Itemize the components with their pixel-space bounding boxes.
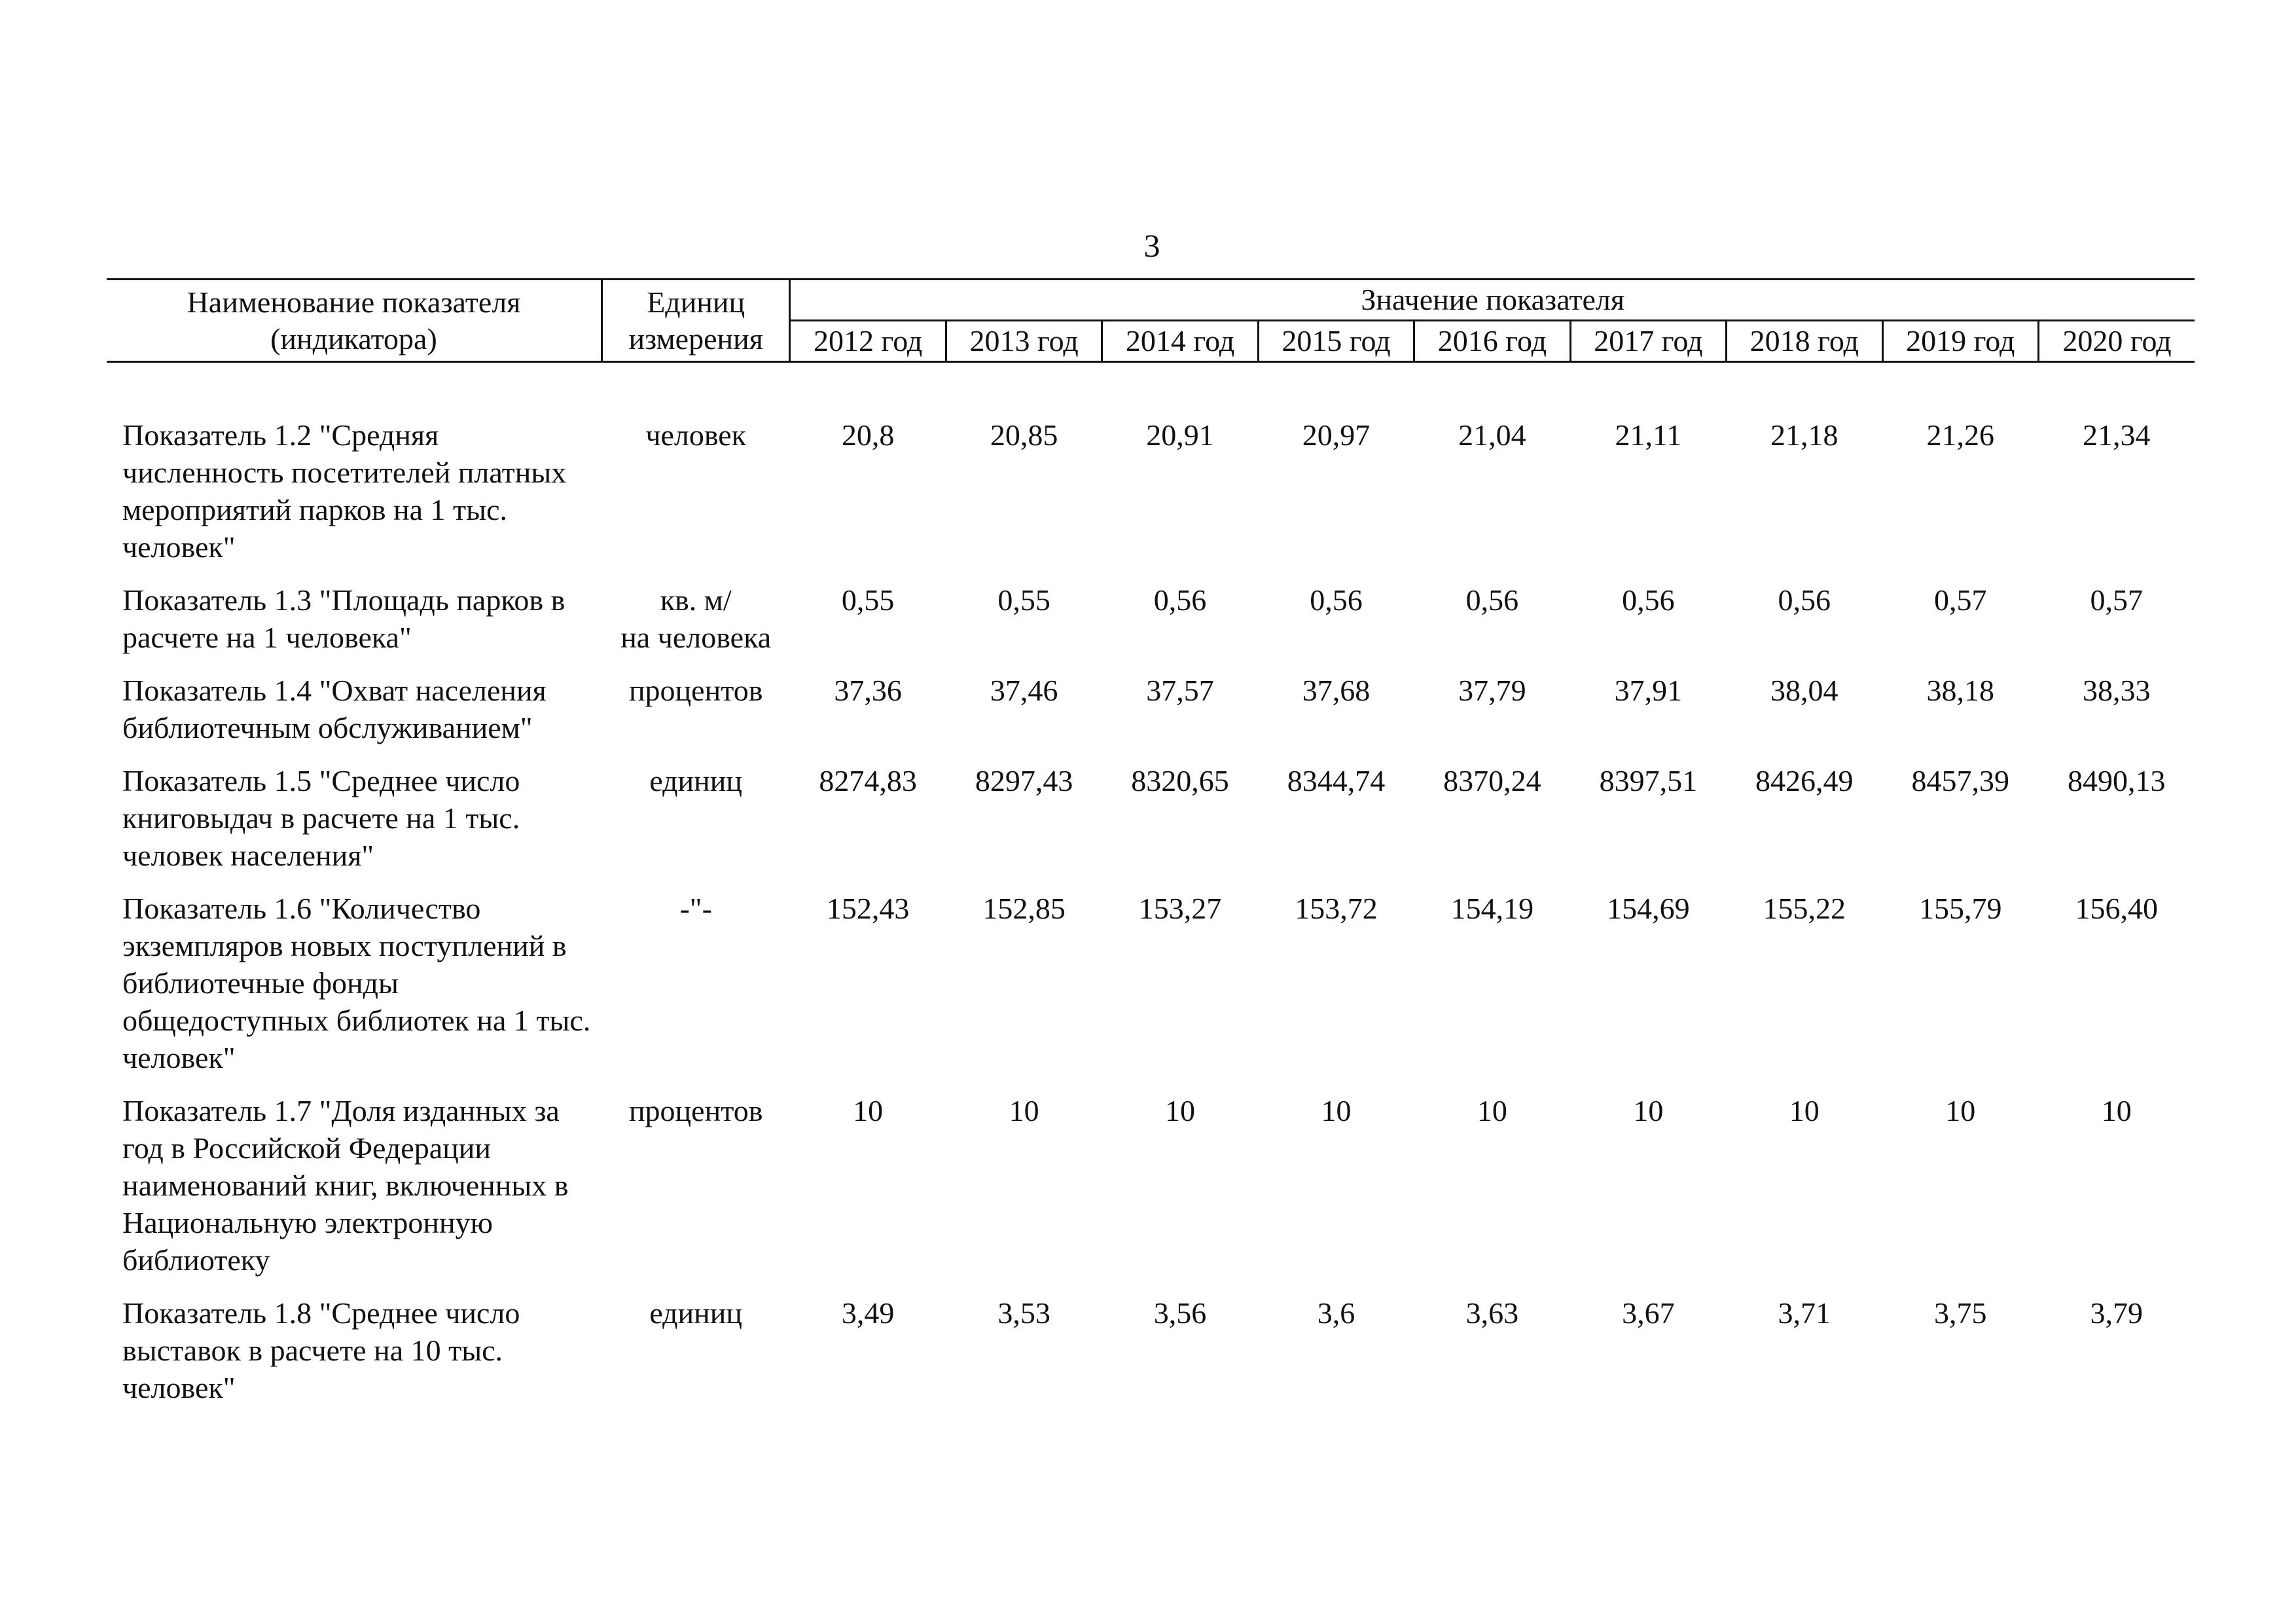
indicator-value: 0,56	[1153, 583, 1207, 617]
header-year: 2020 год	[2038, 321, 2195, 362]
indicator-value: 21,26	[1926, 418, 1994, 452]
indicator-value: 3,67	[1622, 1296, 1675, 1330]
table-row	[107, 672, 2195, 762]
indicator-value: 156,40	[2075, 892, 2158, 925]
indicator-unit: процентов	[628, 674, 763, 707]
indicator-value: 21,11	[1615, 418, 1682, 452]
indicator-value: 152,43	[826, 892, 910, 925]
indicator-value: 21,34	[2082, 418, 2151, 452]
header-year: 2019 год	[1882, 321, 2038, 362]
indicator-value: 3,49	[841, 1296, 895, 1330]
indicator-value: 0,56	[1778, 583, 1831, 617]
table-row	[107, 1092, 2195, 1294]
indicator-unit: кв. м/ на человека	[620, 583, 772, 654]
header-year: 2018 год	[1727, 321, 1882, 362]
indicator-unit: процентов	[628, 1094, 763, 1127]
indicator-unit: -"-	[679, 892, 712, 925]
indicator-value: 154,69	[1607, 892, 1690, 925]
indicator-unit: единиц	[649, 764, 743, 797]
indicator-value: 10	[1633, 1094, 1664, 1127]
indicator-value: 8397,51	[1599, 764, 1698, 797]
indicator-name: Показатель 1.7 "Доля изданных за год в Российской Федерации наименований книг, включенных в Национальную электронную библиотеку	[122, 1094, 569, 1277]
indicator-value: 3,71	[1778, 1296, 1831, 1330]
header-year: 2015 год	[1258, 321, 1414, 362]
indicator-name: Показатель 1.8 "Среднее число выставок в расчете на 10 тыс. человек"	[122, 1296, 520, 1404]
indicator-value: 0,55	[841, 583, 895, 617]
indicator-name: Показатель 1.5 "Среднее число книговыдач в расчете на 1 тыс. человек населения"	[122, 764, 520, 872]
indicator-name: Показатель 1.6 "Количество экземпляров новых поступлений в библиотечные фонды общедоступных библиотек на 1 тыс. человек"	[122, 892, 591, 1074]
table-row	[107, 890, 2195, 1092]
indicators-table	[107, 278, 2195, 1422]
table-row	[107, 581, 2195, 672]
indicator-value: 37,57	[1146, 674, 1214, 707]
indicator-unit: единиц	[649, 1296, 743, 1330]
indicator-value: 37,46	[990, 674, 1058, 707]
indicator-value: 10	[853, 1094, 884, 1127]
indicator-value: 0,55	[997, 583, 1050, 617]
header-year: 2012 год	[790, 321, 946, 362]
indicator-value: 10	[1789, 1094, 1820, 1127]
indicator-name: Показатель 1.3 "Площадь парков в расчете на 1 человека"	[122, 583, 565, 654]
indicator-value: 38,18	[1926, 674, 1994, 707]
table-row	[107, 1294, 2195, 1422]
indicator-value: 8426,49	[1755, 764, 1854, 797]
indicator-value: 10	[1321, 1094, 1352, 1127]
indicator-name: Показатель 1.4 "Охват населения библиотечным обслуживанием"	[122, 674, 547, 744]
indicator-value: 3,6	[1317, 1296, 1355, 1330]
table-body	[107, 362, 2195, 1423]
header-unit-line1: Единиц	[647, 285, 745, 319]
indicator-value: 37,68	[1302, 674, 1371, 707]
indicator-value: 37,36	[834, 674, 902, 707]
indicator-value: 0,56	[1465, 583, 1519, 617]
indicator-value: 8370,24	[1443, 764, 1541, 797]
header-year: 2013 год	[946, 321, 1102, 362]
indicator-value: 38,04	[1770, 674, 1839, 707]
indicator-value: 10	[1945, 1094, 1976, 1127]
indicator-value: 3,53	[997, 1296, 1050, 1330]
indicator-value: 0,57	[2090, 583, 2143, 617]
indicator-value: 20,85	[990, 418, 1058, 452]
indicator-unit: человек	[645, 418, 747, 452]
indicator-value: 10	[2101, 1094, 2132, 1127]
table-header-row	[107, 280, 2195, 321]
header-year: 2014 год	[1102, 321, 1258, 362]
indicator-value: 3,75	[1933, 1296, 1987, 1330]
header-year: 2017 год	[1570, 321, 1726, 362]
indicator-value: 20,8	[841, 418, 895, 452]
indicator-value: 3,79	[2090, 1296, 2143, 1330]
indicator-value: 21,18	[1770, 418, 1839, 452]
indicator-value: 10	[1009, 1094, 1039, 1127]
indicator-value: 8344,74	[1287, 764, 1386, 797]
header-unit-line2: измерения	[628, 321, 763, 356]
indicator-value: 10	[1477, 1094, 1507, 1127]
indicator-value: 3,56	[1153, 1296, 1207, 1330]
indicator-value: 155,22	[1763, 892, 1846, 925]
indicator-value: 8297,43	[975, 764, 1073, 797]
header-values-group: Значение показателя	[790, 280, 2195, 321]
indicator-value: 3,63	[1465, 1296, 1519, 1330]
indicator-value: 8490,13	[2067, 764, 2166, 797]
indicator-value: 153,72	[1295, 892, 1378, 925]
header-unit	[601, 280, 790, 362]
indicator-value: 153,27	[1138, 892, 1222, 925]
indicator-name: Показатель 1.2 "Средняя численность посетителей платных мероприятий парков на 1 тыс. человек"	[122, 418, 567, 564]
indicator-value: 20,91	[1146, 418, 1214, 452]
indicator-value: 21,04	[1458, 418, 1526, 452]
indicator-value: 37,79	[1458, 674, 1526, 707]
indicator-value: 155,79	[1918, 892, 2002, 925]
indicator-value: 8320,65	[1131, 764, 1229, 797]
indicator-value: 38,33	[2082, 674, 2151, 707]
indicator-value: 37,91	[1614, 674, 1683, 707]
indicator-value: 10	[1165, 1094, 1196, 1127]
indicator-value: 0,57	[1933, 583, 1987, 617]
header-year: 2016 год	[1414, 321, 1570, 362]
indicator-value: 0,56	[1622, 583, 1675, 617]
table-row	[107, 762, 2195, 890]
table-row	[107, 416, 2195, 581]
indicator-value: 152,85	[982, 892, 1066, 925]
indicator-value: 154,19	[1450, 892, 1534, 925]
header-indicator-name	[107, 280, 601, 362]
page-number: 3	[1143, 227, 1160, 264]
indicator-value: 0,56	[1310, 583, 1363, 617]
indicator-value: 8457,39	[1911, 764, 2009, 797]
header-indicator-name-line1: Наименование показателя	[187, 285, 521, 319]
indicator-value: 8274,83	[819, 764, 917, 797]
indicator-value: 20,97	[1302, 418, 1371, 452]
header-indicator-name-line2: (индикатора)	[270, 321, 437, 356]
